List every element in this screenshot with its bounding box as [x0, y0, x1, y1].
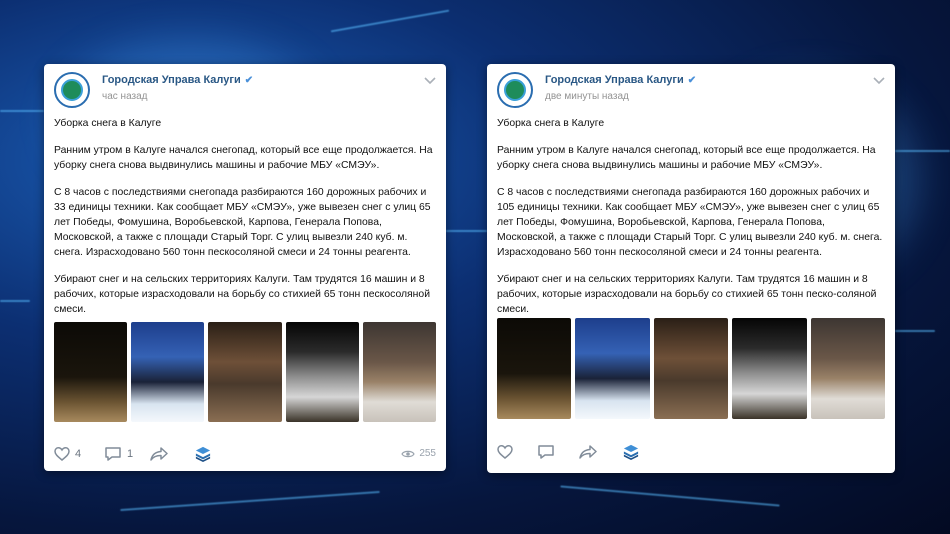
post-time[interactable]: две минуты назад [545, 91, 629, 102]
post-header [54, 72, 436, 112]
post-paragraph: С 8 часов с последствиями снегопада разбираются 160 дорожных рабочих и 33 единицы техники. Как сообщает МБУ «СМЭУ», уже вывезен снег с улиц 65 лет Победы, Фомушина, Воробьевской, Карпова, Генерала Попова, Московской, а также с площади Старый Торг. С улиц вывезли 240 куб. м. снега. Израсходовано 560 тонн пескосоляной смеси и 24 тонны реагента. [54, 187, 431, 258]
share-icon [579, 444, 597, 460]
author-name-link[interactable] [545, 74, 696, 86]
author-name-link[interactable] [102, 74, 253, 86]
photo-thumbnail[interactable] [54, 322, 127, 422]
photo-thumbnail[interactable] [811, 318, 885, 419]
post-paragraph: Убирают снег и на сельских территориях Калуги. Там трудятся 16 машин и 8 рабочих, которые израсходовали на борьбу со стихией 65 тонн песко-соляной смеси. [497, 274, 877, 315]
comment-icon [104, 446, 122, 462]
share-button[interactable] [150, 446, 168, 462]
post-header [497, 72, 885, 112]
share-icon [150, 446, 168, 462]
post-card [487, 64, 895, 473]
photo-thumbnail[interactable] [732, 318, 806, 419]
post-title: Уборка снега в Калуге [497, 118, 605, 129]
comment-count: 1 [127, 448, 134, 460]
heart-icon [54, 446, 70, 462]
chevron-down-icon[interactable] [873, 76, 885, 88]
post-time[interactable]: час назад [102, 91, 148, 102]
verified-icon: ✔ [244, 75, 254, 86]
stack-button[interactable] [622, 444, 640, 460]
photo-thumbnail[interactable] [654, 318, 728, 419]
post-text [497, 116, 885, 329]
post-text [54, 116, 436, 329]
like-count: 4 [75, 448, 82, 460]
stack-button[interactable] [194, 446, 212, 462]
verified-icon: ✔ [687, 75, 697, 86]
like-button[interactable] [54, 446, 81, 462]
avatar[interactable] [497, 72, 533, 108]
action-bar [54, 446, 436, 466]
photo-thumbnail[interactable] [208, 322, 281, 422]
photo-thumbnail[interactable] [575, 318, 649, 419]
stack-icon [622, 444, 640, 460]
photo-thumbnail[interactable] [497, 318, 571, 419]
stack-icon [194, 446, 212, 462]
post-card [44, 64, 446, 471]
emblem-icon [61, 79, 83, 101]
photo-thumbnail[interactable] [286, 322, 359, 422]
heart-icon [497, 444, 513, 460]
eye-icon [401, 449, 415, 459]
emblem-icon [504, 79, 526, 101]
photo-thumbnail[interactable] [363, 322, 436, 422]
avatar[interactable] [54, 72, 90, 108]
post-paragraph: С 8 часов с последствиями снегопада разбираются 160 дорожных рабочих и 105 единицы техники. Как сообщает МБУ «СМЭУ», уже вывезен снег с улиц 65 лет Победы, Фомушина, Воробьевской, Карпова, Генерала Попова, Московской, а также с площади Старый Торг. С улиц вывезли 240 куб. м. снега. Израсходовано 560 тонн пескосоляной смеси и 24 тонны реагента. [497, 187, 883, 258]
views-counter [401, 448, 436, 459]
post-paragraph: Ранним утром в Калуге начался снегопад, который все еще продолжается. На уборку снега снова выдвинулись машины и рабочие МБУ «СМЭУ». [497, 145, 876, 171]
comment-button[interactable] [537, 444, 555, 460]
comment-icon [537, 444, 555, 460]
share-button[interactable] [579, 444, 597, 460]
photo-gallery [54, 322, 436, 422]
views-count: 255 [419, 448, 436, 459]
post-paragraph: Ранним утром в Калуге начался снегопад, который все еще продолжается. На уборку снега снова выдвинулись машины и рабочие МБУ «СМЭУ». [54, 145, 433, 171]
post-title: Уборка снега в Калуге [54, 118, 162, 129]
photo-thumbnail[interactable] [131, 322, 204, 422]
post-paragraph: Убирают снег и на сельских территориях Калуги. Там трудятся 16 машин и 8 рабочих, которые израсходовали на борьбу со стихией 65 тонн пескосоляной смеси. [54, 274, 430, 315]
comment-button[interactable] [104, 446, 133, 462]
action-bar [497, 444, 885, 464]
photo-gallery [497, 318, 885, 419]
like-button[interactable] [497, 444, 513, 460]
chevron-down-icon[interactable] [424, 76, 436, 88]
author-name[interactable]: Городская Управа Калуги [102, 74, 241, 86]
author-name[interactable]: Городская Управа Калуги [545, 74, 684, 86]
